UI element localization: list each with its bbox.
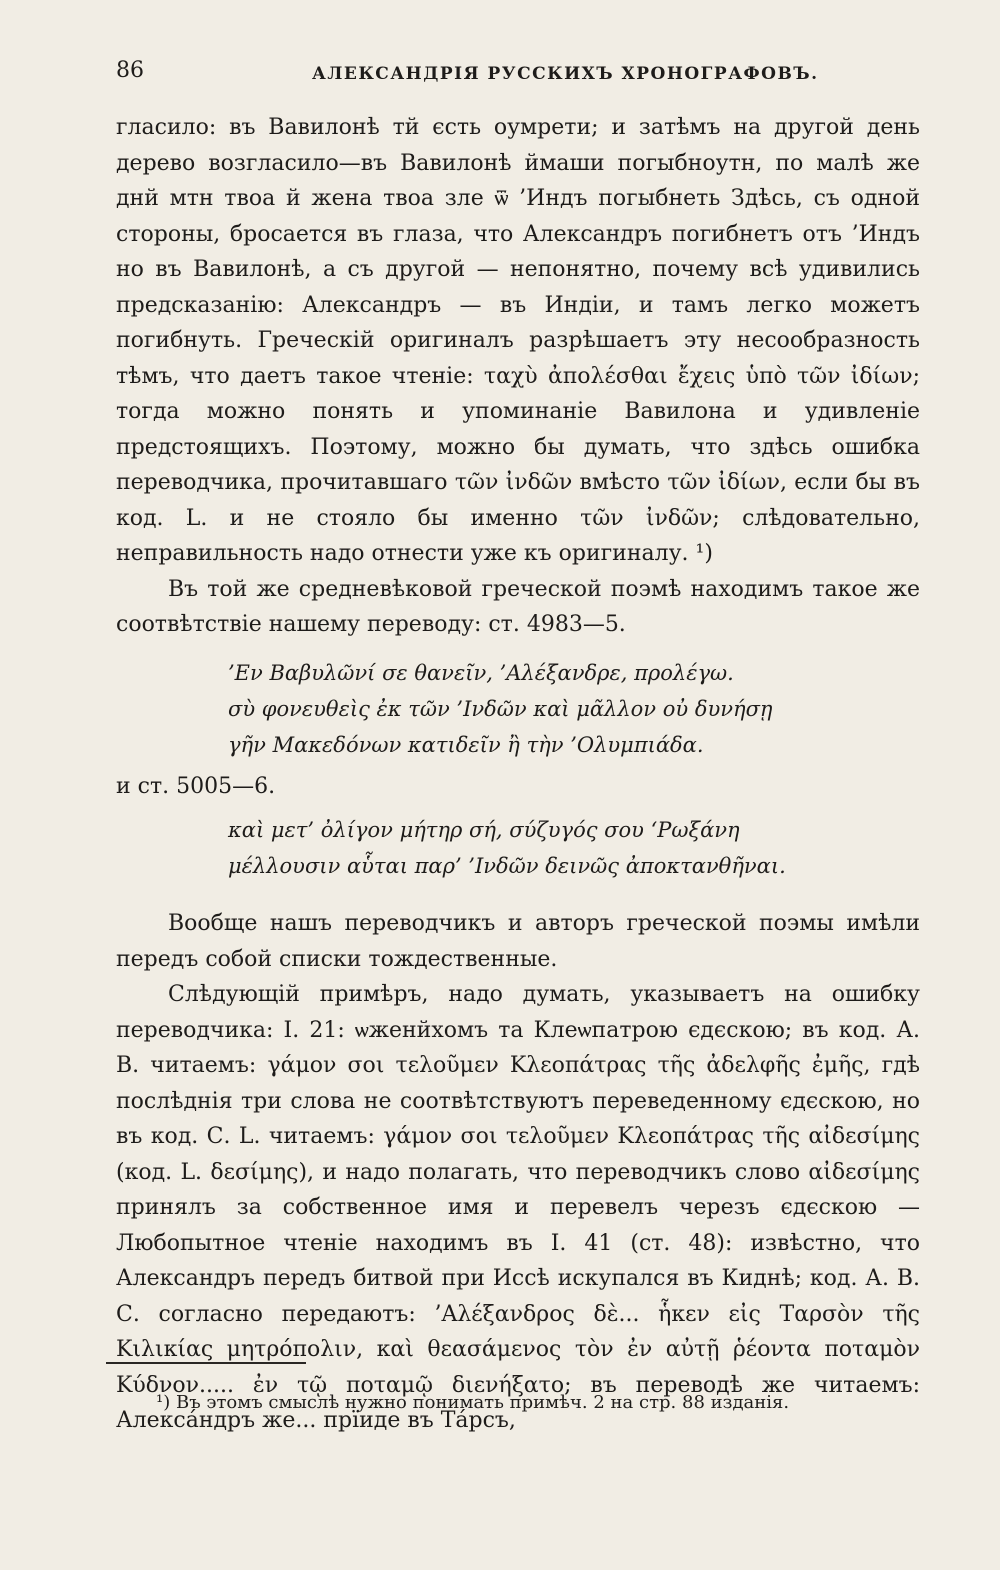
- page-header: [116, 58, 916, 92]
- paragraph: Въ той же средневѣковой греческой поэмѣ находимъ такое же соотвѣтствіе нашему переводу: ст. 4983—5.: [116, 576, 920, 637]
- verse-reference: и ст. 5005—6.: [116, 773, 276, 799]
- paragraph: гласило: въ Вавилонѣ тй єсть оумрети; и затѣмъ на другой день дерево возгласило—въ Вавилонѣ ймаши погыбноутн, по малѣ же днй мтн твоа й жена твоа зле ѿ ’Индъ погыбнеть Здѣсь, съ одной стороны, бросается въ глаза, что Александръ погибнетъ отъ ’Индъ но въ Вавилонѣ, а съ другой — непонятно, почему всѣ удивились предсказанію: Александръ — въ Индіи, и тамъ легко можетъ погибнуть. Греческій оригиналъ разрѣшаетъ эту несообразность тѣмъ, что даетъ такое чтеніе: ταχὺ ἀπολέσθαι ἔχεις ὑπὸ τῶν ἰδίων; тогда можно понять и упоминаніе Вавилона и удивленіе предстоящихъ. Поэтому, можно бы думать, что здѣсь ошибка переводчика, прочитавшаго τῶν ἰνδῶν вмѣсто τῶν ἰδίων, если бы въ код. L. и не стояло бы именно τῶν ἰνδῶν; слѣдовательно, неправильность надо отнести уже къ оригиналу. ¹): [116, 115, 920, 566]
- verse-line: μέλλουσιν αὗται παρ’ ’Ινδῶν δεινῶς ἀποκτανθῆναι.: [228, 854, 786, 878]
- running-title: АЛЕКСАНДРІЯ РУССКИХЪ ХРОНОГРАФОВЪ.: [312, 64, 819, 84]
- page-number: 86: [116, 58, 144, 83]
- greek-verse-quote: [228, 655, 920, 763]
- verse-line: σὺ φονευθεὶς ἐκ τῶν ’Ινδῶν καὶ μᾶλλον οὐ δυνήσῃ: [228, 696, 773, 721]
- greek-verse-quote: [228, 812, 920, 884]
- verse-line: ’Εν Βαβυλῶνί σε θανεῖν, ’Αλέξανδρε, προλέγω.: [228, 660, 734, 685]
- footnote-divider: [106, 1362, 306, 1364]
- paragraph: Вообще нашъ переводчикъ и авторъ греческой поэмы имѣли передъ собой списки тождественные.: [116, 911, 920, 972]
- footnote: ¹) Въ этомъ смыслѣ нужно понимать примѣч. 2 на стр. 88 изданія.: [156, 1392, 790, 1413]
- verse-line: καὶ μετ’ ὀλίγον μήτηρ σή, σύζυγός σου ‘Ρωξάνη: [228, 818, 740, 842]
- main-text: [116, 110, 920, 1439]
- paragraph: Слѣдующій примѣръ, надо думать, указываетъ на ошибку переводчика: I. 21: ѡженйхомъ та Клеѡпатрою єдєскою; въ код. А. В. читаемъ: γάμον σοι τελοῦμεν Κλεοπάτρας τῆς ἀδελφῆς ἐμῆς, гдѣ послѣднія три слова не соотвѣтствуютъ переведенному єдєскою, но въ код. С. L. читаемъ: γάμον σοι τελοῦμεν Κλεοπάτρας τῆς αἰδεσίμης (код. L. δεσίμης), и надо полагать, что переводчикъ слово αἰδεσίμης принялъ за собственное имя и перевелъ черезъ єдєскою —Любопытное чтеніе находимъ въ I. 41 (ст. 48): извѣстно, что Александръ передъ битвой при Иссѣ искупался въ Киднѣ; код. А. В. С. согласно передаютъ: ’Αλέξανδρος δὲ... ἧκεν εἰς Ταρσὸν τῆς Κιλικίας μητρόπολιν, καὶ θεασάμενος τὸν ἐν αὐτῇ ῥέοντα ποταμὸν Κύδνον..... ἐν τῷ ποταμῷ διενήξατο; въ переводѣ же читаемъ: Алексáндръ же... прїиде въ Тáрсъ,: [116, 982, 920, 1433]
- verse-line: γῆν Μακεδόνων κατιδεῖν ἢ τὴν ’Ολυμπιάδα.: [228, 732, 704, 757]
